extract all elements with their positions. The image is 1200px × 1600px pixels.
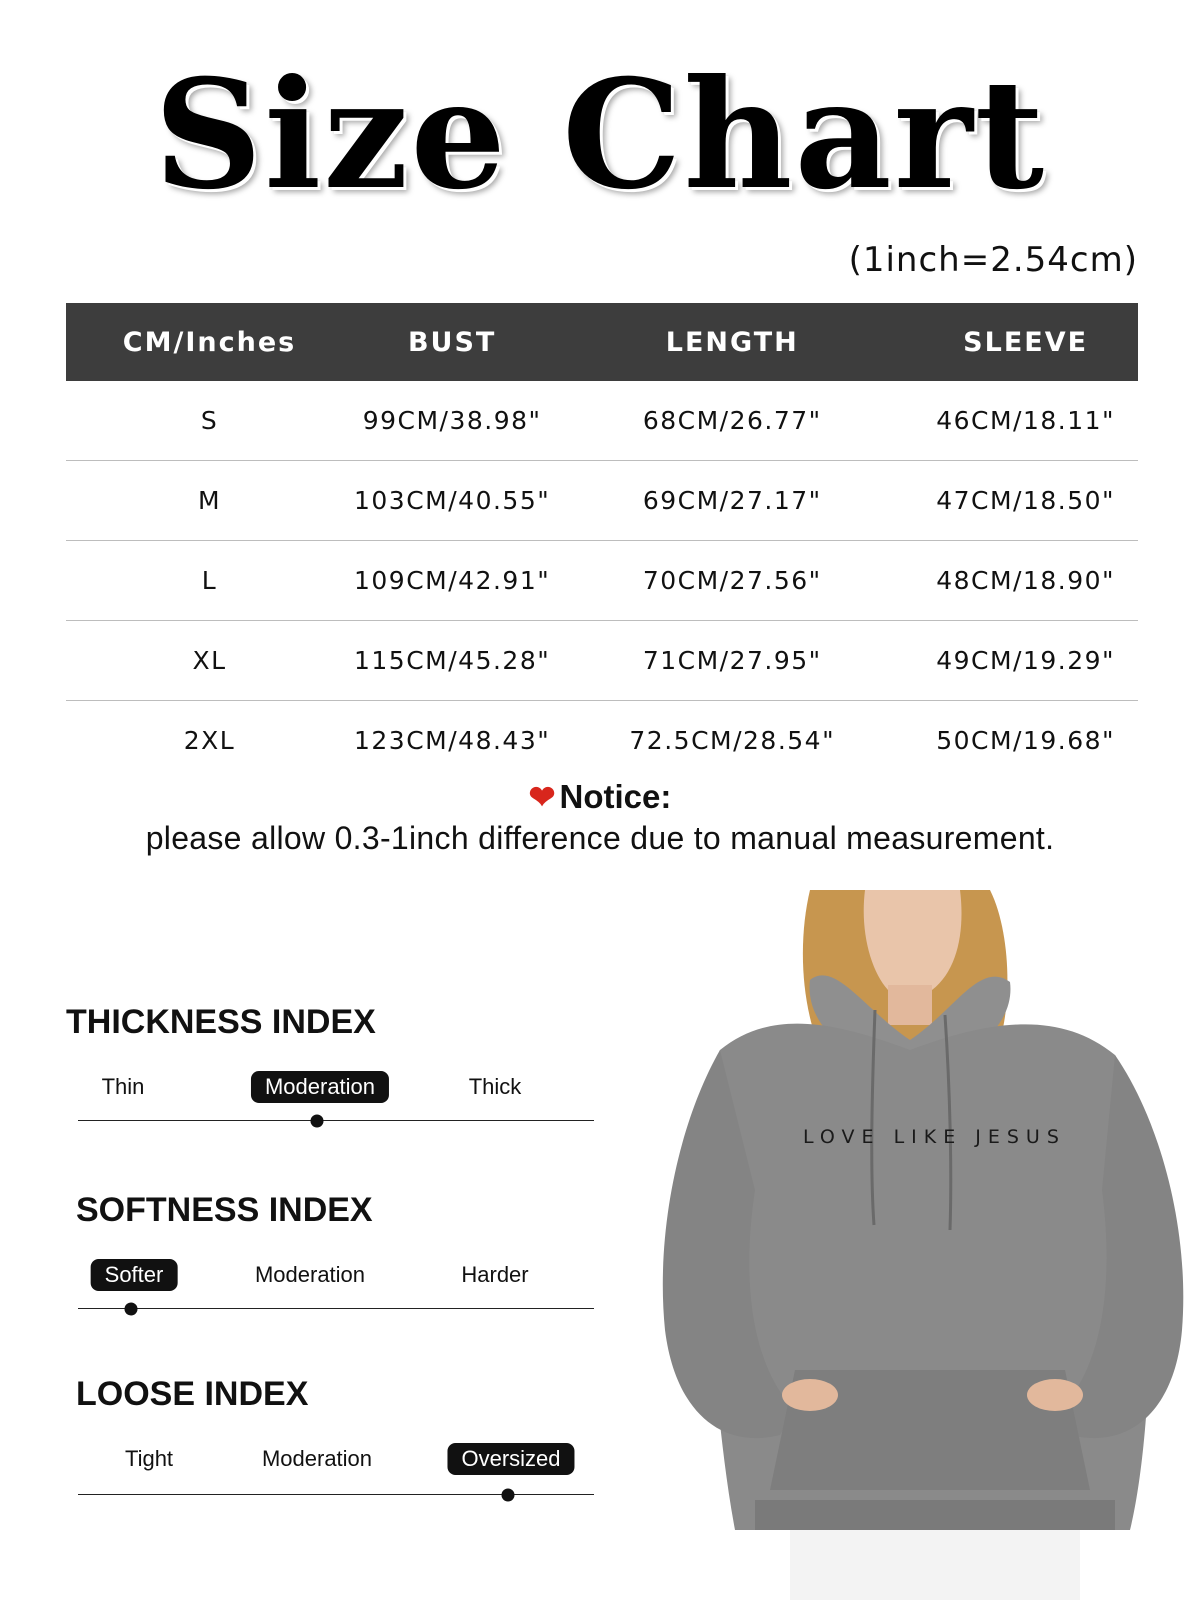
notice-heading: [0, 778, 1200, 816]
thickness-option-moderation: Moderation: [251, 1071, 389, 1103]
softness-option-softer: Softer: [91, 1259, 178, 1291]
thickness-option-thin: Thin: [101, 1074, 145, 1099]
length-cell: 71CM/27.95": [551, 621, 913, 701]
sleeve-cell: 50CM/19.68": [936, 726, 1116, 755]
hoodie-print-text: LOVE LIKE JESUS: [803, 1126, 1066, 1148]
size-cell: L: [66, 541, 353, 621]
heart-icon: ❤: [528, 779, 556, 815]
table-row: [66, 381, 1138, 461]
sleeve-cell: 47CM/18.50": [913, 461, 1138, 541]
unit-conversion-note: (1inch=2.54cm): [848, 240, 1138, 280]
table-row: [66, 701, 1138, 781]
table-row: [66, 461, 1138, 541]
thickness-option-thick: Thick: [468, 1074, 522, 1099]
softness-option-moderation: Moderation: [254, 1262, 366, 1287]
softness-option-harder: Harder: [461, 1262, 529, 1287]
size-cell: 2XL: [183, 726, 236, 755]
table-row: [66, 541, 1138, 621]
sleeve-cell: 49CM/19.29": [913, 621, 1138, 701]
softness-index-title: SOFTNESS INDEX: [76, 1191, 373, 1229]
softness-scale-line: [78, 1308, 594, 1309]
bust-cell: 109CM/42.91": [353, 541, 551, 621]
bust-cell: 115CM/45.28": [353, 621, 551, 701]
table-header-row: [66, 303, 1138, 381]
product-model-image: [660, 890, 1200, 1600]
bust-cell: 99CM/38.98": [353, 381, 551, 461]
header-bust: BUST: [407, 326, 497, 358]
size-cell: M: [66, 461, 353, 541]
notice-text: please allow 0.3-1inch difference due to manual measurement.: [145, 820, 1055, 856]
header-cm-inches: CM/Inches: [122, 326, 297, 358]
loose-scale-marker: [502, 1489, 515, 1502]
table-row: [66, 621, 1138, 701]
loose-option-oversized: Oversized: [447, 1443, 574, 1475]
loose-scale-line: [78, 1494, 594, 1495]
notice-heading-label: Notice:: [559, 778, 672, 815]
thickness-index-title: THICKNESS INDEX: [66, 1003, 376, 1041]
page-title: Size Chart: [153, 47, 1047, 223]
sleeve-cell: 46CM/18.11": [913, 381, 1138, 461]
size-cell: S: [66, 381, 353, 461]
bust-cell: 123CM/48.43": [354, 726, 551, 755]
length-cell: 70CM/27.56": [551, 541, 913, 621]
size-table: [66, 303, 1138, 780]
loose-option-tight: Tight: [124, 1446, 174, 1471]
length-cell: 72.5CM/28.54": [629, 726, 836, 755]
header-sleeve: SLEEVE: [963, 326, 1089, 358]
length-cell: 69CM/27.17": [551, 461, 913, 541]
size-cell: XL: [66, 621, 353, 701]
thickness-scale-marker: [311, 1115, 324, 1128]
length-cell: 68CM/26.77": [551, 381, 913, 461]
loose-option-moderation: Moderation: [261, 1446, 373, 1471]
loose-index-title: LOOSE INDEX: [76, 1375, 309, 1413]
softness-scale-marker: [125, 1303, 138, 1316]
sleeve-cell: 48CM/18.90": [913, 541, 1138, 621]
bust-cell: 103CM/40.55": [353, 461, 551, 541]
thickness-scale-line: [78, 1120, 594, 1121]
header-length: LENGTH: [665, 326, 799, 358]
